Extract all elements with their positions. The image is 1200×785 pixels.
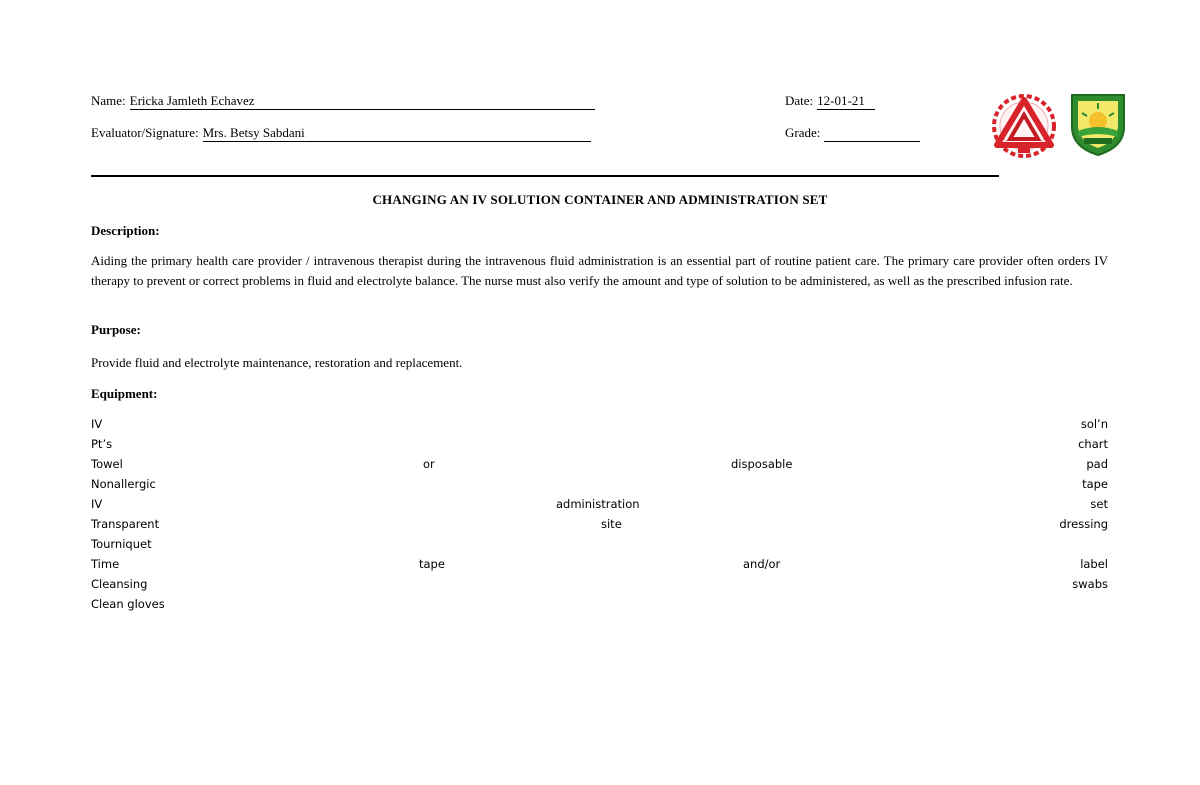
equipment-word: pad (1086, 457, 1108, 471)
equipment-word: Towel (91, 457, 123, 471)
purpose-text: Provide fluid and electrolyte maintenance, restoration and replacement. (91, 355, 463, 370)
equipment-word: Pt’s (91, 437, 113, 451)
equipment-word: Cleansing (91, 577, 148, 591)
equipment-word: and/or (743, 557, 781, 571)
equipment-word: tape (1082, 477, 1108, 491)
document-title: CHANGING AN IV SOLUTION CONTAINER AND ADMINISTRATION SET (372, 192, 828, 207)
equipment-word: label (1080, 557, 1108, 571)
equipment-word: site (601, 517, 622, 531)
equipment-word: administration (556, 497, 640, 511)
date-value: 12-01-21 (817, 93, 875, 110)
evaluator-value: Mrs. Betsy Sabdani (203, 125, 591, 142)
header-divider (91, 175, 999, 177)
description-text: Aiding the primary health care provider / intravenous therapist during the intravenous fluid administration is an essential part of routine patient care. The primary care provider often orders IV therapy to prevent or correct problems in fluid and electrolyte balance. The nurse must also verify the amount and type of solution to be administered, as well as the prescribed infusion rate. (91, 253, 1108, 288)
equipment-word: Tourniquet (91, 537, 152, 551)
equipment-word: sol’n (1080, 417, 1108, 431)
equipment-item (91, 577, 1108, 597)
equipment-word: Transparent (91, 517, 160, 531)
grade-field (785, 125, 920, 142)
equipment-word: swabs (1072, 577, 1108, 591)
equipment-item (91, 437, 1108, 457)
equipment-word: IV (91, 497, 103, 511)
equipment-word: or (423, 457, 435, 471)
equipment-word: Clean gloves (91, 597, 165, 611)
equipment-item (91, 497, 1108, 517)
equipment-heading: Equipment: (91, 386, 158, 401)
equipment-word: IV (91, 417, 103, 431)
triangle-gear-seal-icon (991, 93, 1057, 159)
equipment-item (91, 457, 1108, 477)
description-heading: Description: (91, 223, 160, 238)
date-field (785, 93, 875, 110)
name-field (91, 93, 595, 110)
equipment-item (91, 417, 1108, 437)
equipment-item (91, 477, 1108, 497)
equipment-word: tape (419, 557, 445, 571)
name-value: Ericka Jamleth Echavez (130, 93, 595, 110)
equipment-word: chart (1078, 437, 1108, 451)
equipment-word: set (1090, 497, 1108, 511)
equipment-item (91, 597, 1108, 617)
equipment-word: disposable (731, 457, 793, 471)
grade-value (824, 125, 920, 142)
equipment-item (91, 557, 1108, 577)
equipment-word: Time (91, 557, 120, 571)
equipment-word: Nonallergic (91, 477, 156, 491)
date-label: Date: (785, 93, 814, 108)
evaluator-field (91, 125, 591, 142)
name-label: Name: (91, 93, 126, 108)
equipment-word: dressing (1059, 517, 1108, 531)
equipment-item (91, 517, 1108, 537)
purpose-heading: Purpose: (91, 322, 141, 337)
evaluator-label: Evaluator/Signature: (91, 125, 199, 140)
green-shield-crest-icon (1068, 91, 1128, 157)
grade-label: Grade: (785, 125, 821, 140)
equipment-item (91, 537, 1108, 557)
